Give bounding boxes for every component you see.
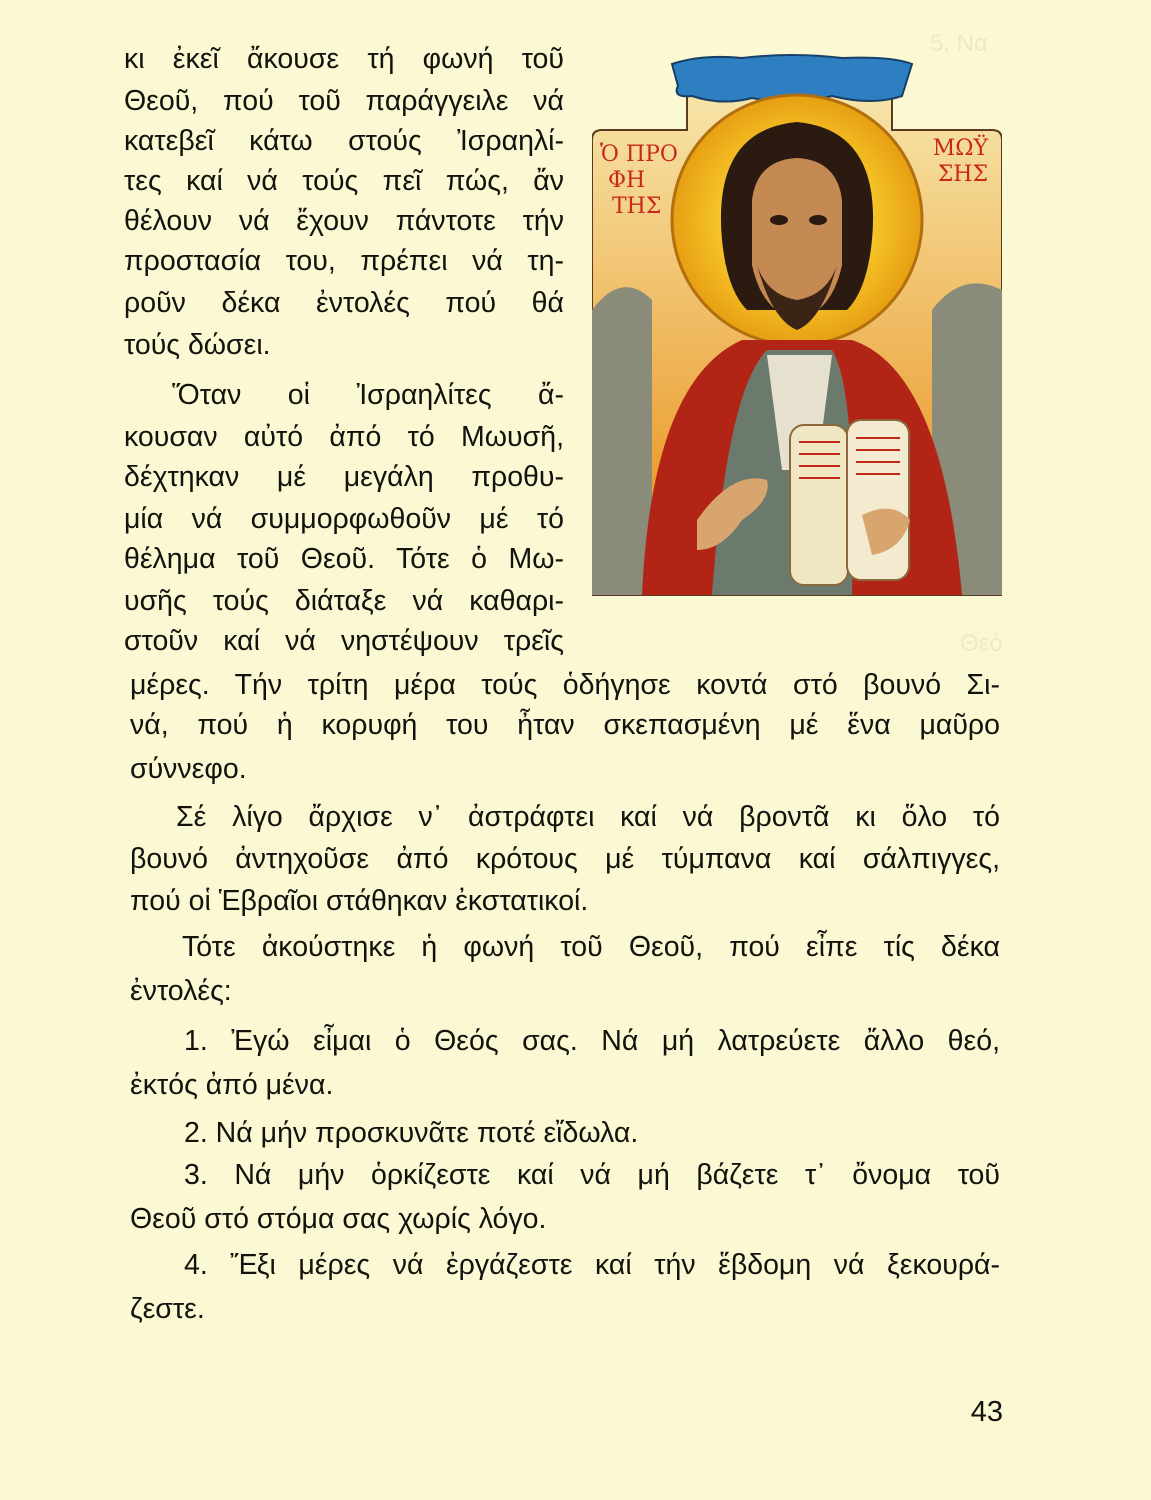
commandment-2-line: 2. Νά μήν προσκυνᾶτε ποτέ εἴδωλα. — [184, 1117, 639, 1149]
inscription-line: ΤΗΣ — [612, 194, 662, 219]
text-line: ροῦν δέκα ἐντολές πού θά — [124, 287, 564, 319]
text-line: σύννεφο. — [130, 753, 247, 785]
text-line: Τότε ἀκούστηκε ἡ φωνή τοῦ Θεοῦ, πού εἶπε τίς δέκα — [182, 931, 1000, 963]
text-line: κατεβεῖ κάτω στούς Ἰσραηλί- — [124, 125, 564, 157]
inscription-line: ΜΩΫ — [932, 136, 988, 161]
commandment-1-line: ἐκτός ἀπό μένα. — [130, 1069, 334, 1101]
text-line: μία νά συμμορφωθοῦν μέ τό — [124, 503, 564, 535]
prophet-moses-icon — [592, 50, 1002, 600]
icon-image — [592, 50, 1002, 600]
commandment-1-line: 1. Ἐγώ εἶμαι ὁ Θεός σας. Νά μή λατρεύετε ἄλλο θεό, — [184, 1025, 1000, 1057]
text-line: ἐντολές: — [130, 975, 232, 1007]
text-line: δέχτηκαν μέ μεγάλη προθυ- — [124, 461, 564, 493]
text-line: κι ἐκεῖ ἄκουσε τή φωνή τοῦ — [124, 43, 564, 75]
inscription-right — [933, 136, 988, 188]
inscription-line: ΣΗΣ — [937, 162, 988, 187]
text-line: Θεοῦ, πού τοῦ παράγγειλε νά — [124, 85, 564, 117]
text-line: στοῦν καί νά νηστέψουν τρεῖς — [124, 625, 564, 657]
commandment-3-line: Θεοῦ στό στόμα σας χωρίς λόγο. — [130, 1203, 547, 1235]
inscription-line: ΦΗ — [608, 168, 646, 193]
text-line: πού οἱ Ἑβραῖοι στάθηκαν ἐκστατικοί. — [130, 885, 589, 917]
page-number: 43 — [970, 1396, 1003, 1428]
text-line: τούς δώσει. — [124, 329, 271, 361]
commandment-4-line: ζεστε. — [130, 1293, 205, 1325]
text-line: υσῆς τούς διάταξε νά καθαρι- — [124, 585, 564, 617]
text-line: θέλουν νά ἔχουν πάντοτε τήν — [124, 205, 564, 237]
text-line: βουνό ἀντηχοῦσε ἀπό κρότους μέ τύμπανα καί σάλπιγγες, — [130, 843, 1000, 875]
commandment-3-line: 3. Νά μήν ὁρκίζεστε καί νά μή βάζετε τ᾽ ὄνομα τοῦ — [184, 1159, 1000, 1191]
text-line: νά, πού ἡ κορυφή του ἦταν σκεπασμένη μέ ἕνα μαῦρο — [130, 709, 1000, 741]
text-line: Ὅταν οἱ Ἰσραηλίτες ἄ- — [172, 379, 564, 411]
inscription-left — [600, 142, 678, 220]
text-line: κουσαν αὐτό ἀπό τό Μωυσῆ, — [124, 421, 564, 453]
text-line: Σέ λίγο ἄρχισε ν᾽ ἀστράφτει καί νά βροντᾶ κι ὅλο τό — [176, 801, 1000, 833]
text-line: προστασία του, πρέπει νά τη- — [124, 245, 564, 277]
text-line: τες καί νά τούς πεῖ πώς, ἄν — [124, 165, 564, 197]
text-line: θέλημα τοῦ Θεοῦ. Τότε ὁ Μω- — [124, 543, 564, 575]
inscription-line: Ὁ ΠΡΟ — [600, 142, 678, 167]
commandment-4-line: 4. Ἔξι μέρες νά ἐργάζεστε καί τήν ἕβδομη νά ξεκουρά- — [184, 1249, 1000, 1281]
text-line: μέρες. Τήν τρίτη μέρα τούς ὁδήγησε κοντά στό βουνό Σι- — [130, 669, 1000, 701]
